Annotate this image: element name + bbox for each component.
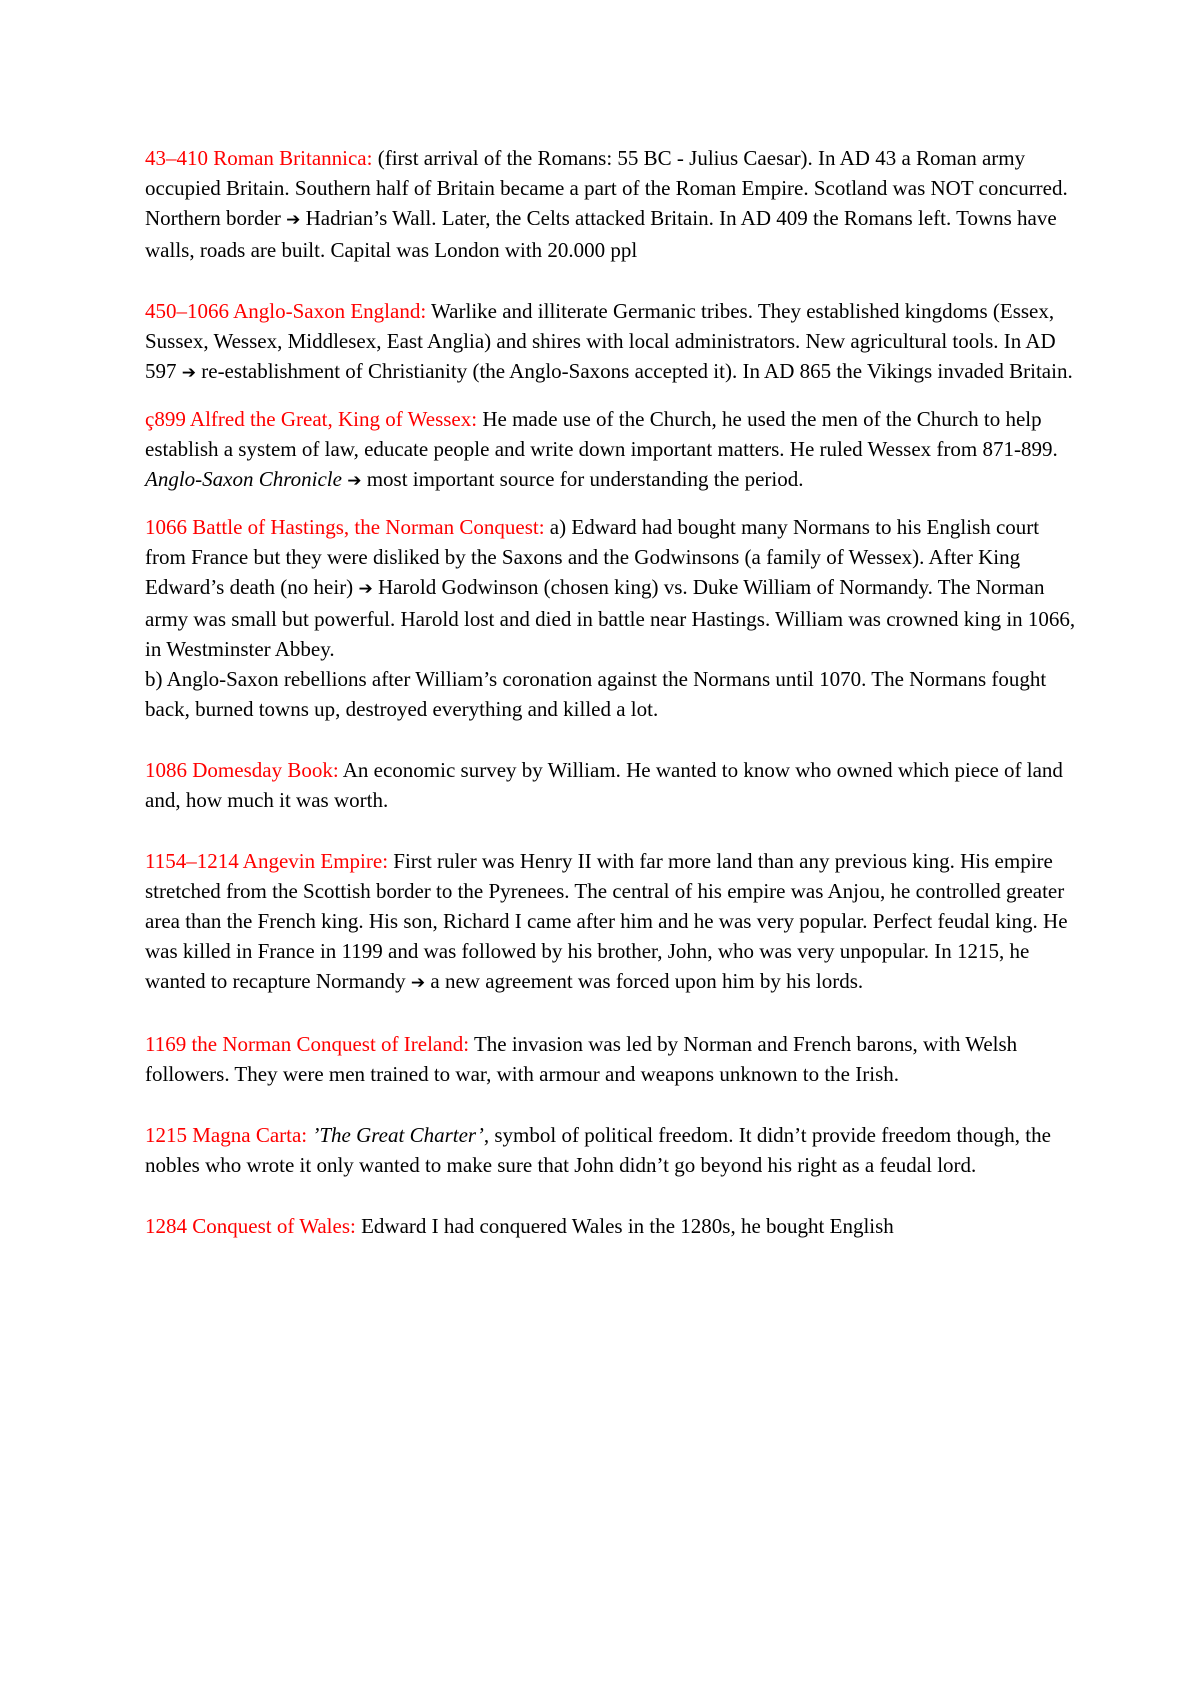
arrow-icon: ➔: [347, 471, 362, 491]
entry-text: Hadrian’s Wall. Later, the Celts attacked Britain. In AD 409 the Romans left. Towns have walls, roads are built. Capital was London with 20.000 ppl: [145, 206, 1057, 262]
entry-roman-britannica: [145, 143, 1080, 265]
entry-heading: 43–410 Roman Britannica:: [145, 146, 373, 170]
entry-text: a) Edward had bought many Normans to his English court from France but they were disliked by the Saxons and the Godwinsons (a family of Wessex). After King Edward’s death (no heir): [145, 515, 1040, 599]
entry-text: Harold Godwinson (chosen king) vs. Duke William of Normandy. The Norman army was small but powerful. Harold lost and died in battle near Hastings. William was crowned king in 1066, in Westminster Abbey.: [145, 575, 1076, 661]
entry-norman-conquest-ireland: [145, 1029, 1080, 1089]
arrow-icon: ➔: [286, 210, 301, 230]
entry-text: b) Anglo-Saxon rebellions after William’s coronation against the Normans until 1070. The Normans fought back, burned towns up, destroyed everything and killed a lot.: [145, 667, 1047, 721]
entry-heading: ç899 Alfred the Great, King of Wessex:: [145, 407, 478, 431]
entry-conquest-of-wales: [145, 1211, 1080, 1241]
arrow-icon: ➔: [410, 973, 426, 993]
entry-text: He made use of the Church, he used the men of the Church to help establish a system of law, educate people and write down important matters. He ruled Wessex from 871-899.: [145, 407, 1058, 461]
entry-battle-of-hastings: [145, 512, 1080, 724]
entry-anglo-saxon-england: [145, 296, 1080, 388]
entry-domesday-book: [145, 755, 1080, 815]
entry-heading: 1154–1214 Angevin Empire:: [145, 849, 389, 873]
entry-text: Warlike and illiterate Germanic tribes. They established kingdoms (Essex, Sussex, Wessex, Middlesex, East Anglia) and shires with local administrators. New agricultural tools. In AD 597: [145, 299, 1056, 383]
entry-text: First ruler was Henry II with far more land than any previous king. His empire stretched from the Scottish border to the Pyrenees. The central of his empire was Anjou, he controlled greater area than the French king. His son, Richard I came after him and he was very popular. Perfect feudal king. He was killed in France in 1199 and was followed by his brother, John, who was very unpopular. In 1215, he wanted to recapture Normandy: [145, 849, 1068, 993]
entry-text: , symbol of political freedom. It didn’t provide freedom though, the nobles who wrote it only wanted to make sure that John didn’t go beyond his right as a feudal lord.: [145, 1123, 1051, 1177]
entry-text: (first arrival of the Romans: 55 BC - Julius Caesar). In AD 43 a Roman army occupied Britain. Southern half of Britain became a part of the Roman Empire. Scotland was NOT concurred. Northern border: [145, 146, 1068, 230]
entry-italic-title: ’The Great Charter’: [312, 1123, 484, 1147]
entry-heading: 1215 Magna Carta:: [145, 1123, 308, 1147]
entry-heading: 1066 Battle of Hastings, the Norman Conquest:: [145, 515, 545, 539]
entry-heading: 1086 Domesday Book:: [145, 758, 339, 782]
entry-alfred-the-great: [145, 404, 1080, 496]
entry-angevin-empire: [145, 846, 1080, 998]
entry-magna-carta: [145, 1120, 1080, 1180]
entry-text: a new agreement was forced upon him by his lords.: [425, 969, 864, 993]
entry-text: re-establishment of Christianity (the Anglo-Saxons accepted it). In AD 865 the Vikings invaded Britain.: [196, 359, 1073, 383]
entry-text: The invasion was led by Norman and French barons, with Welsh followers. They were men trained to war, with armour and weapons unknown to the Irish.: [145, 1032, 1018, 1086]
arrow-icon: ➔: [181, 363, 196, 383]
entry-italic-title: Anglo-Saxon Chronicle: [145, 467, 342, 491]
entry-text: most important source for understanding the period.: [361, 467, 804, 491]
entry-text: Edward I had conquered Wales in the 1280s, he bought English: [355, 1214, 894, 1238]
entry-heading: 1284 Conquest of Wales:: [145, 1214, 356, 1238]
entry-heading: 1169 the Norman Conquest of Ireland:: [145, 1032, 470, 1056]
arrow-icon: ➔: [358, 579, 373, 599]
entry-text: An economic survey by William. He wanted to know who owned which piece of land and, how much it was worth.: [145, 758, 1063, 812]
entry-heading: 450–1066 Anglo-Saxon England:: [145, 299, 427, 323]
